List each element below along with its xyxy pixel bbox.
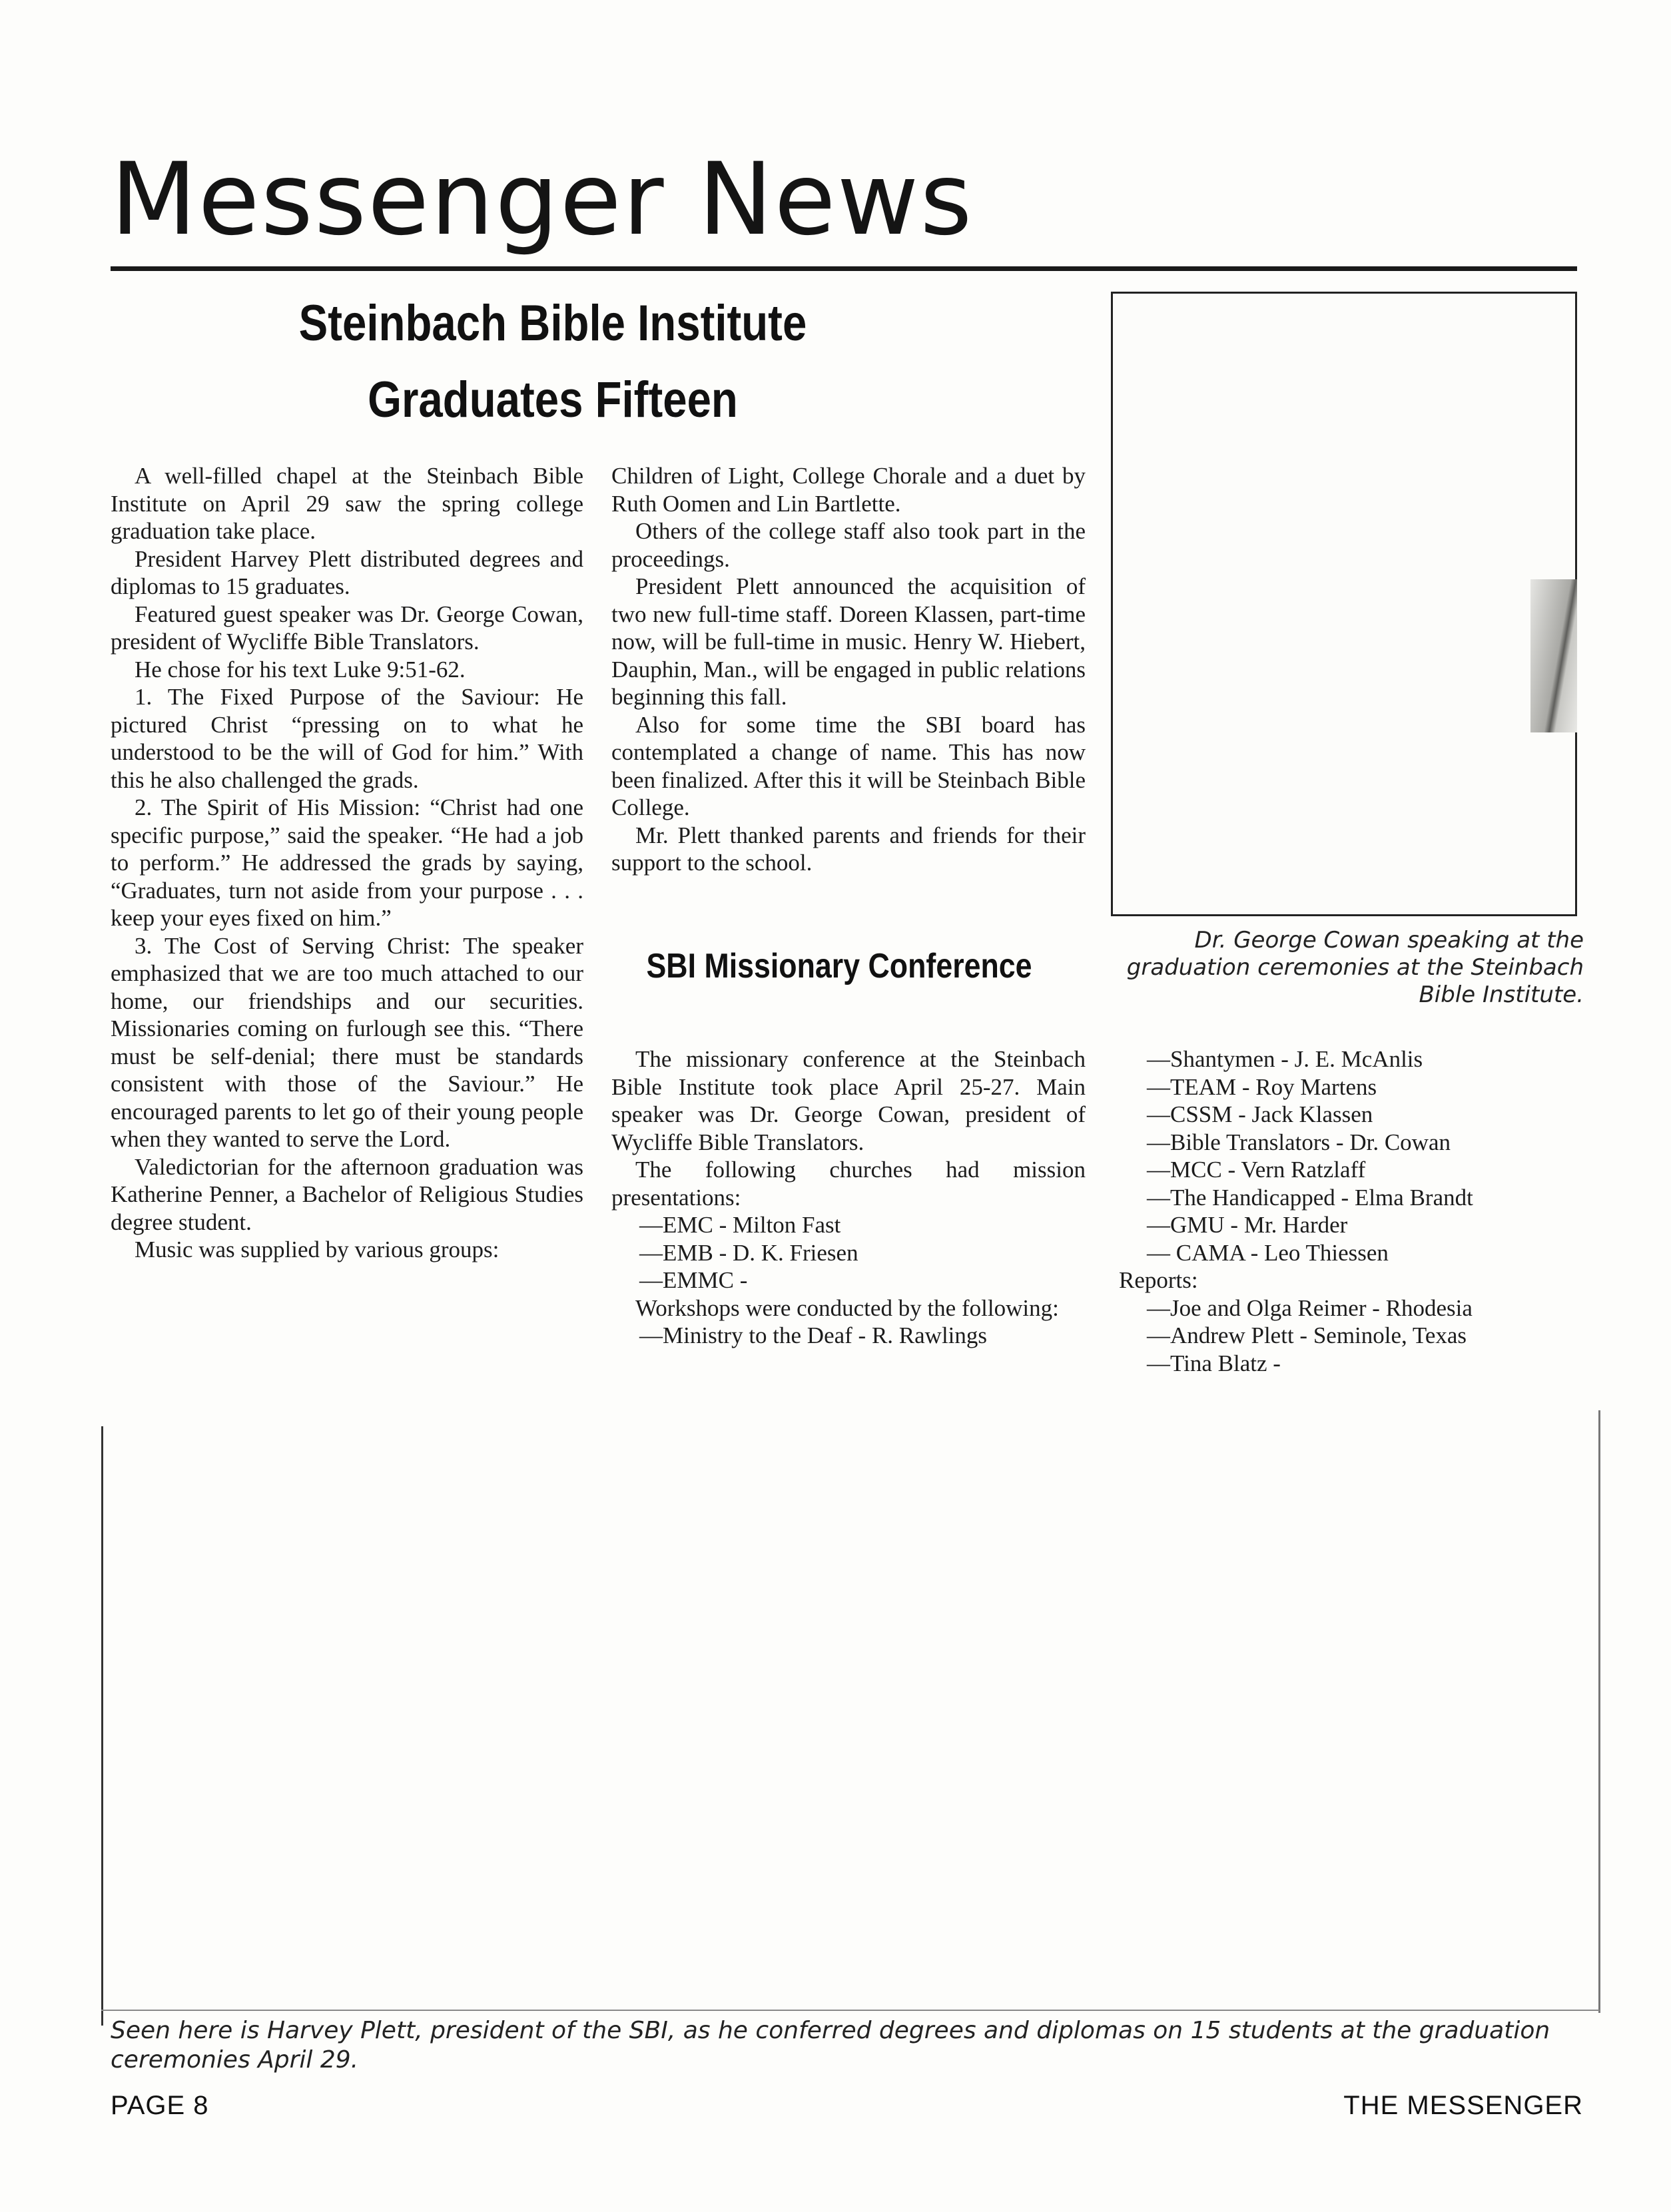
paragraph: 1. The Fixed Purpose of the Saviour: He pictured Christ “pressing on to what he understood to be the will of God for him.” With this he also challenged the grads. — [111, 684, 583, 793]
paragraph: Also for some time the SBI board has contemplated a change of name. This has now been finalized. After this it will be Steinbach Bible College. — [611, 711, 1086, 820]
photo-cowan — [1111, 292, 1577, 916]
list-item: — CAMA - Leo Thiessen — [1147, 1239, 1389, 1266]
photo-cowan-caption: Dr. George Cowan speaking at the graduation ceremonies at the Steinbach Bible Institute. — [1126, 927, 1584, 1008]
list-item: —GMU - Mr. Harder — [1147, 1212, 1348, 1238]
paragraph: A well-filled chapel at the Steinbach Bible Institute on April 29 saw the spring college graduation take place. — [111, 463, 583, 544]
list-item: —Joe and Olga Reimer - Rhodesia — [1147, 1294, 1473, 1321]
page-number: PAGE 8 — [111, 2091, 209, 2120]
list-item: —MCC - Vern Ratzlaff — [1147, 1157, 1366, 1183]
list-item: —CSSM - Jack Klassen — [1147, 1101, 1373, 1127]
headline-line-1: Steinbach Bible Institute — [298, 295, 807, 352]
paragraph: President Harvey Plett distributed degrees and diplomas to 15 graduates. — [111, 545, 583, 599]
paragraph: Valedictorian for the afternoon graduation was Katherine Penner, a Bachelor of Religious Studies degree student. — [111, 1153, 583, 1235]
paragraph: Mr. Plett thanked parents and friends for their support to the school. — [611, 822, 1086, 876]
masthead-title: Messenger News — [111, 142, 974, 258]
subhead-conference: SBI Missionary Conference — [646, 947, 1032, 985]
photo-edge-shading — [1530, 579, 1577, 732]
photo-plett-border-right — [1598, 1410, 1600, 2013]
photo-plett-caption: Seen here is Harvey Plett, president of the SBI, as he conferred degrees and diplomas on 15 students at the graduation ceremonies April 29. — [111, 2017, 1550, 2074]
article-column-1 — [111, 462, 583, 1264]
list-item: —EMB - D. K. Friesen — [639, 1239, 858, 1266]
list-item: —EMC - Milton Fast — [639, 1212, 841, 1238]
conference-column — [611, 1045, 1086, 1350]
list-item: —Ministry to the Deaf - R. Rawlings — [639, 1322, 988, 1348]
paragraph: He chose for his text Luke 9:51-62. — [135, 656, 466, 683]
conference-column-3 — [1119, 1045, 1578, 1377]
paragraph: 3. The Cost of Serving Christ: The speaker emphasized that we are too much attached to our home, our friendships and our securities. Missionaries coming on furlough see this. “There must be self-denial; there must be standards consistent with those of the Saviour.” He encouraged parents to let go of their young people when they wanted to serve the Lord. — [111, 932, 583, 1152]
article-column-2 — [611, 462, 1086, 877]
publication-name: THE MESSENGER — [1343, 2091, 1583, 2120]
list-item: —Shantymen - J. E. McAnlis — [1147, 1046, 1423, 1072]
paragraph: Others of the college staff also took part in the proceedings. — [611, 518, 1086, 572]
list-item: —The Handicapped - Elma Brandt — [1147, 1184, 1473, 1211]
headline-line-2: Graduates Fifteen — [368, 372, 738, 428]
paragraph: The missionary conference at the Steinbach Bible Institute took place April 25-27. Main speaker was Dr. George Cowan, president of Wycliffe Bible Translators. — [611, 1046, 1086, 1155]
paragraph: Music was supplied by various groups: — [135, 1237, 500, 1262]
photo-plett-border-left — [101, 1426, 103, 2026]
list-item: —TEAM - Roy Martens — [1147, 1073, 1377, 1100]
paragraph: Workshops were conducted by the following: — [635, 1294, 1059, 1321]
list-item: —Tina Blatz - — [1147, 1350, 1281, 1376]
masthead-rule — [111, 266, 1577, 271]
list-item: —EMMC - — [639, 1267, 748, 1293]
paragraph: President Plett announced the acquisition of two new full-time staff. Doreen Klassen, part-time now, will be full-time in music. Henry W. Hiebert, Dauphin, Man., will be engaged in public relations beginning this fall. — [611, 573, 1086, 710]
list-item: —Andrew Plett - Seminole, Texas — [1147, 1322, 1467, 1348]
paragraph: The following churches had mission presentations: — [611, 1157, 1086, 1211]
paragraph: 2. The Spirit of His Mission: “Christ had one specific purpose,” said the speaker. “He had a job to perform.” He addressed the grads by saying, “Graduates, turn not aside from your purpose . . . keep your eyes fixed on him.” — [111, 794, 583, 931]
paragraph: Featured guest speaker was Dr. George Cowan, president of Wycliffe Bible Translators. — [111, 601, 583, 655]
list-item: —Bible Translators - Dr. Cowan — [1147, 1129, 1451, 1155]
reports-label: Reports: — [1119, 1267, 1198, 1293]
photo-plett-border-bottom — [101, 2010, 1600, 2011]
paragraph: Children of Light, College Chorale and a duet by Ruth Oomen and Lin Bartlette. — [611, 463, 1086, 517]
